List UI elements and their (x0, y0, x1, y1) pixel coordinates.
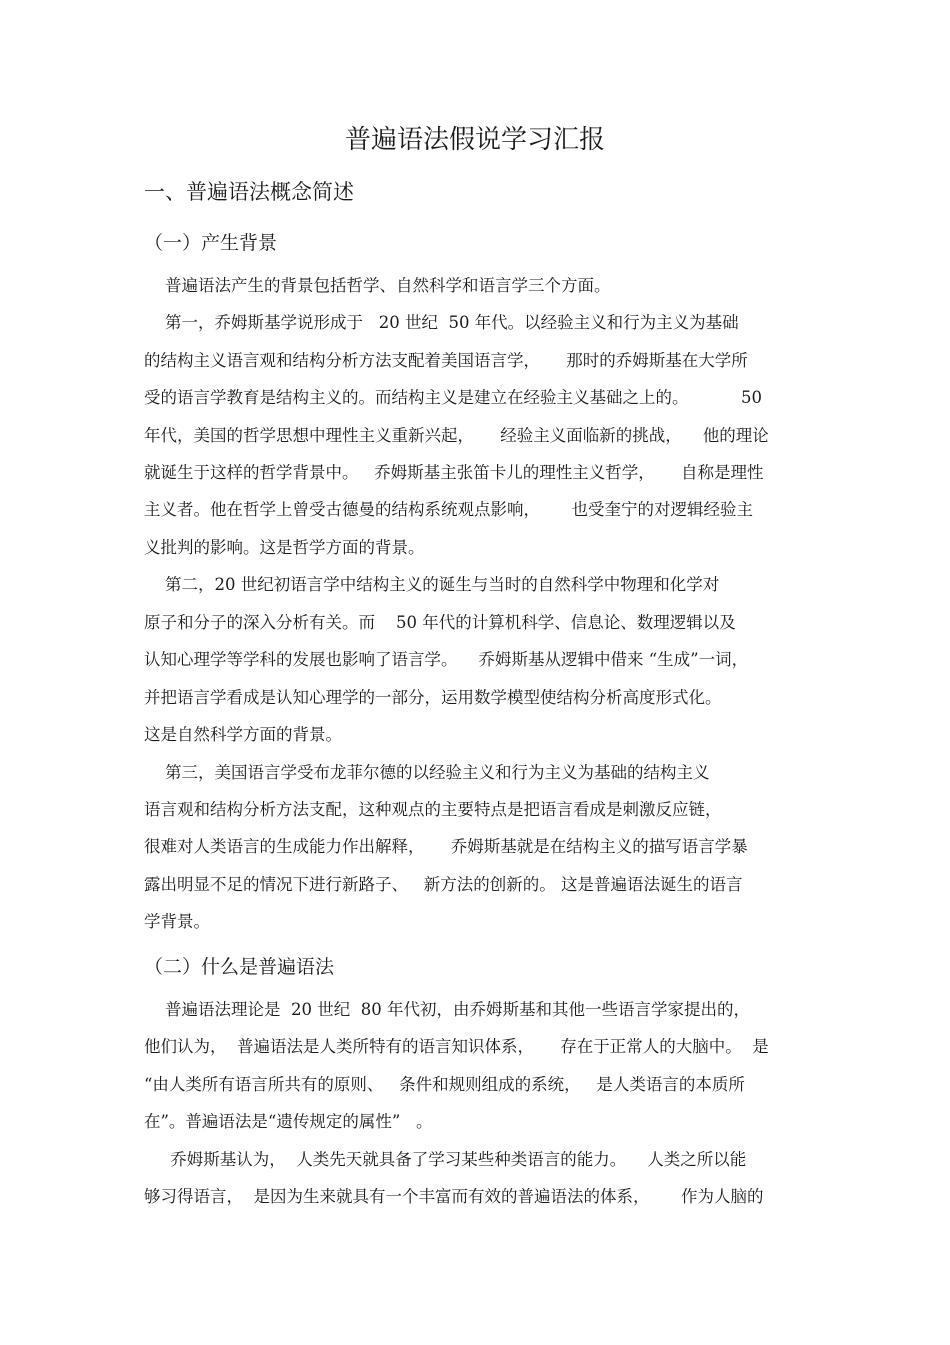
paragraph-line: 普遍语法产生的背景包括哲学、自然科学和语言学三个方面。 (144, 276, 611, 295)
paragraph-line: 第三，美国语言学受布龙菲尔德的以经验主义和行为主义为基础的结构主义 (144, 763, 710, 782)
paragraph-line: “由人类所有语言所共有的原则、 条件和规则组成的系统， 是人类语言的本质所 (144, 1075, 745, 1094)
paragraph-line: 义批判的影响。这是哲学方面的背景。 (144, 538, 425, 557)
paragraph-line: 年代，美国的哲学思想中理性主义重新兴起， 经验主义面临新的挑战， 他的理论 (144, 426, 769, 445)
paragraph-line: 认知心理学等学科的发展也影响了语言学。 乔姆斯基从逻辑中借来 “生成”一词， (144, 650, 749, 669)
paragraph-line: 语言观和结构分析方法支配，这种观点的主要特点是把语言看成是刺激反应链， (144, 800, 722, 819)
subsection-heading-2: （二）什么是普遍语法 (144, 956, 335, 978)
paragraph-line: 学背景。 (144, 912, 210, 931)
paragraph-line: 主义者。他在哲学上曾受古德曼的结构系统观点影响， 也受奎宁的对逻辑经验主 (144, 500, 753, 519)
subsection-heading-1: （一）产生背景 (144, 232, 278, 254)
paragraph-line: 普遍语法理论是 20 世纪 80 年代初，由乔姆斯基和其他一些语言学家提出的， (144, 1000, 750, 1019)
paragraph-line: 他们认为， 普遍语法是人类所特有的语言知识体系， 存在于正常人的大脑中。 是 (144, 1037, 769, 1056)
paragraph-line: 这是自然科学方面的背景。 (144, 725, 342, 744)
paragraph-line: 并把语言学看成是认知心理学的一部分，运用数学模型使结构分析高度形式化。 (144, 688, 722, 707)
paragraph-line: 的结构主义语言观和结构分析方法支配着美国语言学， 那时的乔姆斯基在大学所 (144, 351, 748, 370)
paragraph-line: 在”。普遍语法是“遗传规定的属性” 。 (144, 1112, 433, 1131)
paragraph-line: 很难对人类语言的生成能力作出解释， 乔姆斯基就是在结构主义的描写语言学暴 (144, 837, 748, 856)
paragraph-line: 受的语言学教育是结构主义的。而结构主义是建立在经验主义基础之上的。 50 (144, 388, 762, 407)
section-heading-1: 一、普遍语法概念简述 (144, 180, 354, 204)
paragraph-line: 第一，乔姆斯基学说形成于 20 世纪 50 年代。以经验主义和行为主义为基础 (144, 313, 739, 332)
paragraph-line: 够习得语言， 是因为生来就具有一个丰富而有效的普遍语法的体系， 作为人脑的 (144, 1187, 764, 1206)
paragraph-line: 露出明显不足的情况下进行新路子、 新方法的创新的。 这是普遍语法诞生的语言 (144, 875, 743, 894)
paragraph-line: 原子和分子的深入分析有关。而 50 年代的计算机科学、信息论、数理逻辑以及 (144, 613, 736, 632)
paragraph-line: 乔姆斯基认为， 人类先天就具备了学习某些种类语言的能力。 人类之所以能 (144, 1150, 747, 1169)
paragraph-line: 就诞生于这样的哲学背景中。 乔姆斯基主张笛卡儿的理性主义哲学， 自称是理性 (144, 463, 764, 482)
document-title: 普遍语法假说学习汇报 (344, 125, 605, 155)
paragraph-line: 第二，20 世纪初语言学中结构主义的诞生与当时的自然科学中物理和化学对 (144, 575, 720, 594)
